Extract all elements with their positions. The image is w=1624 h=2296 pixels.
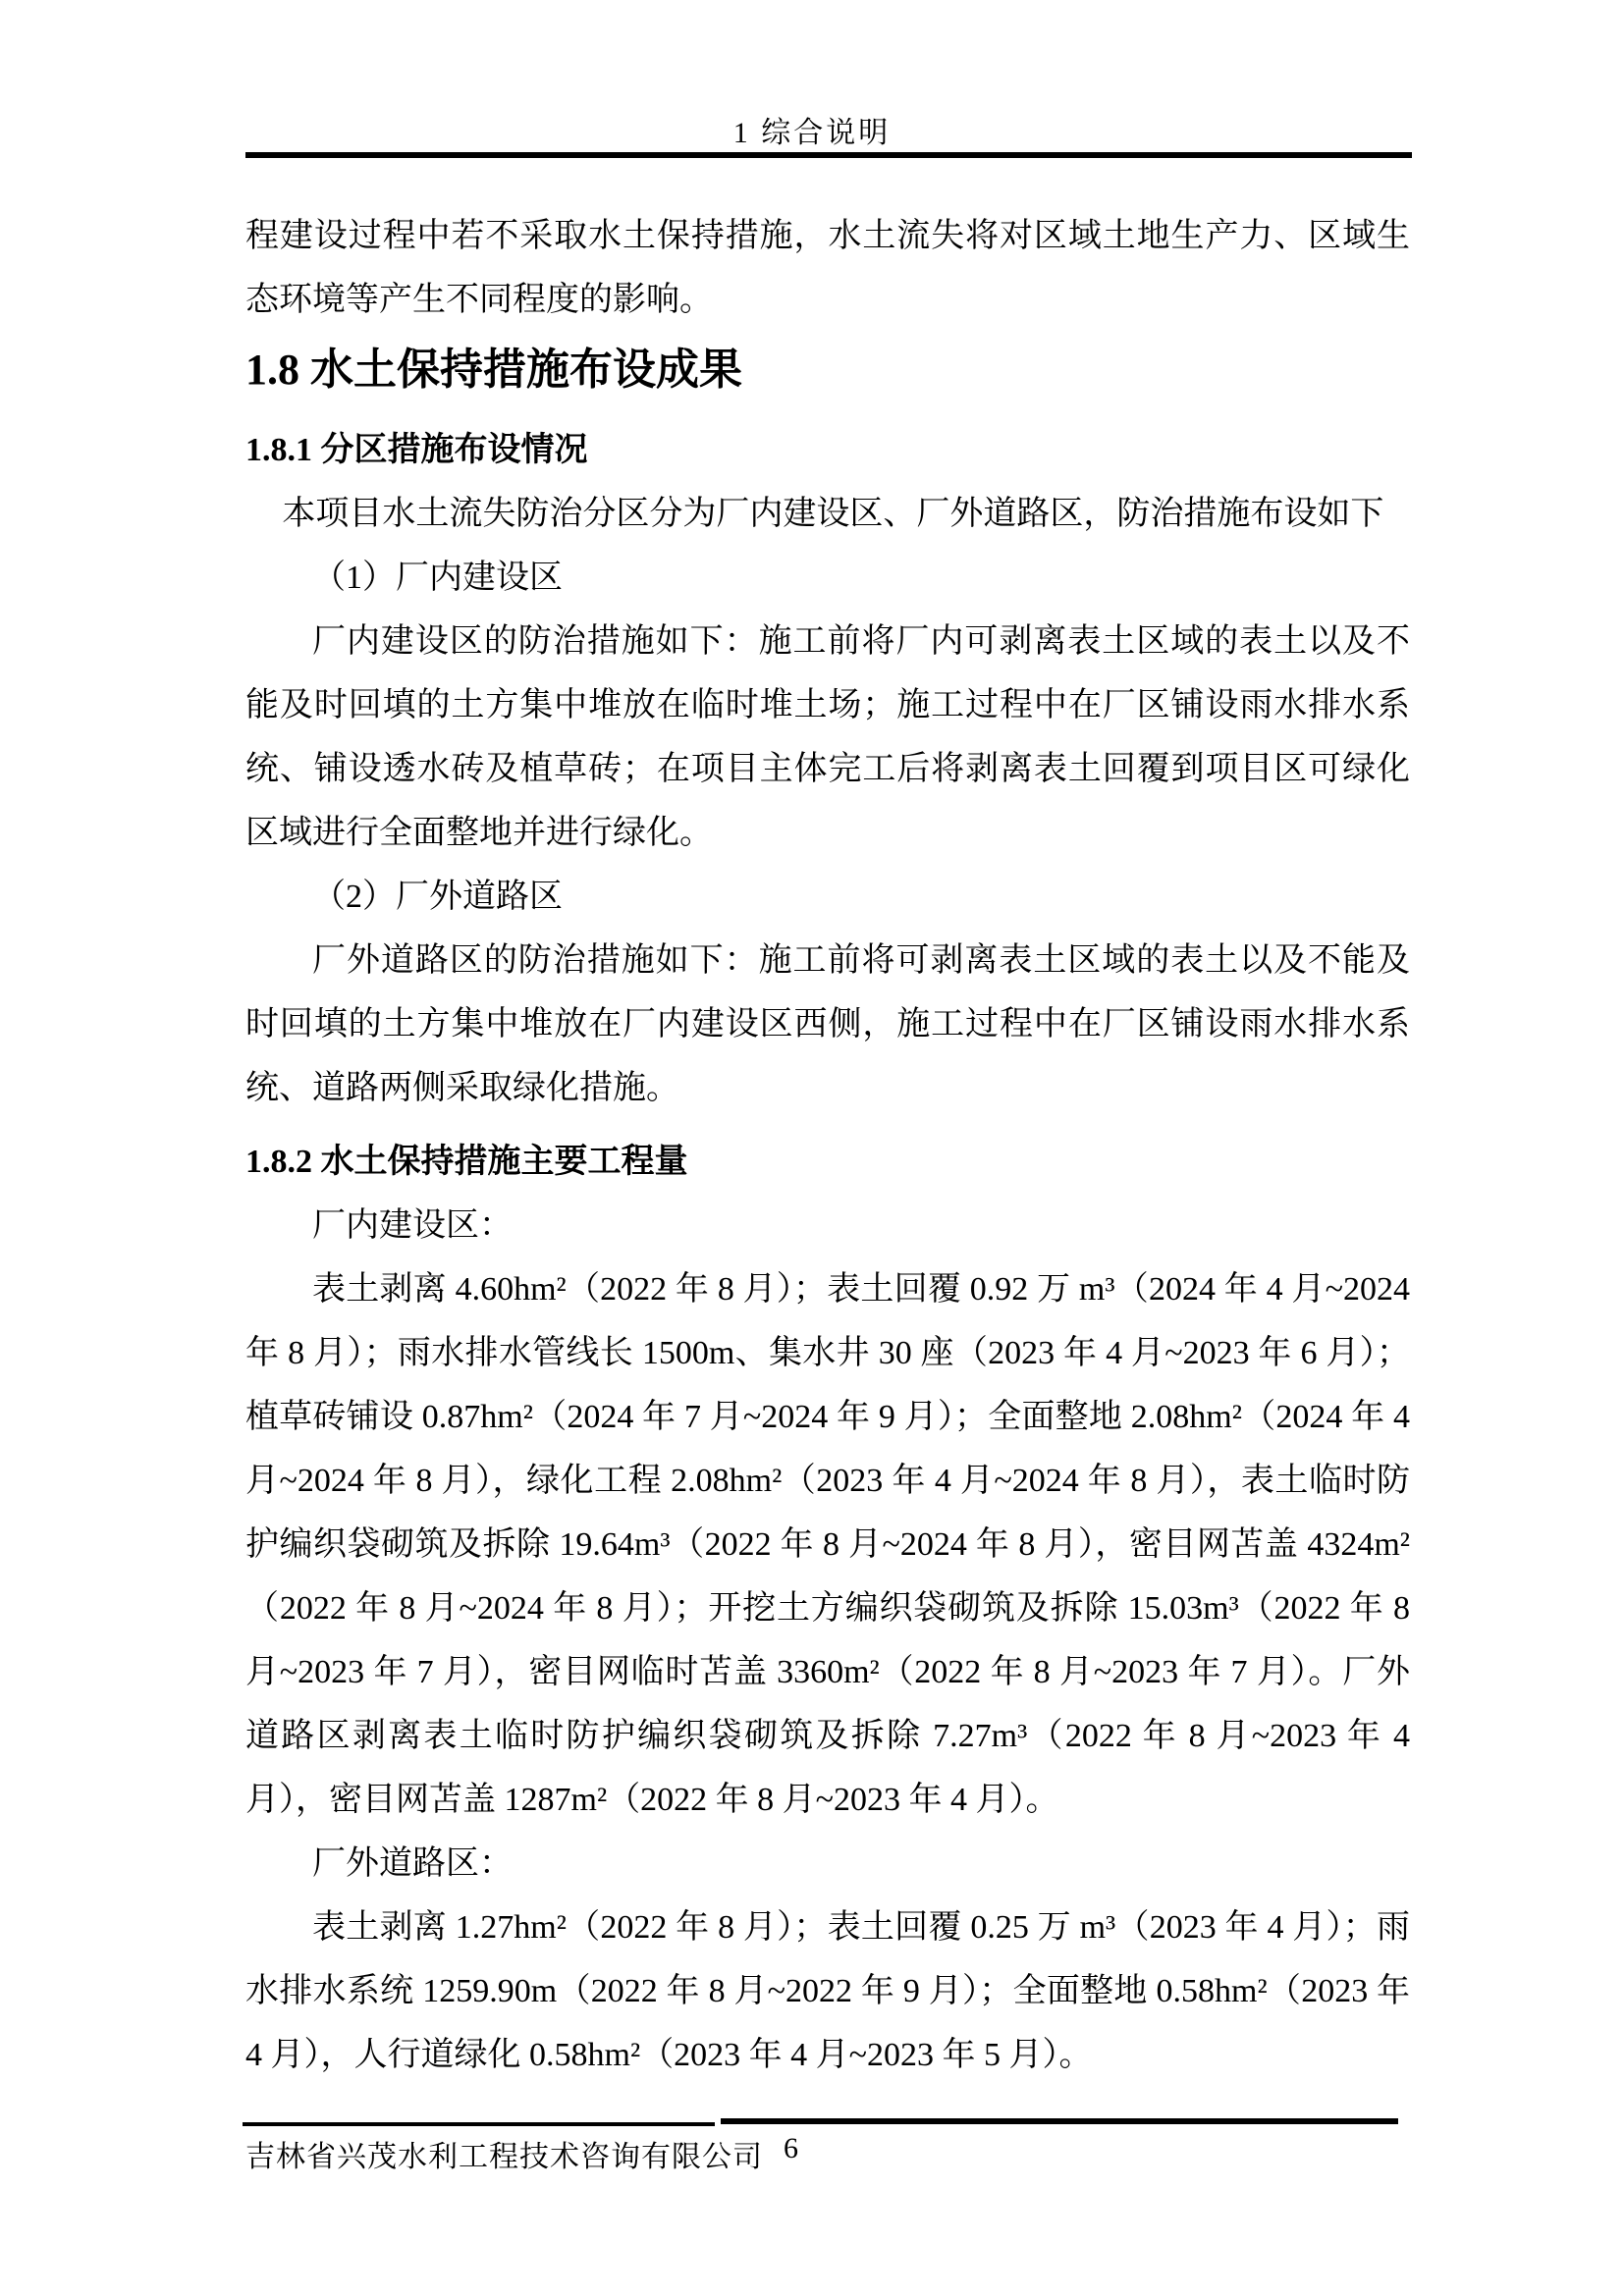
running-header-title: 1 综合说明 [732,117,892,149]
paragraph-road-area-quantities: 表土剥离 1.27hm²（2022 年 8 月）；表土回覆 0.25 万 m³（2023 年 4 月）；雨水排水系统 1259.90m（2022 年 8 月~2022 年 9 月）；全面整地 0.58hm²（2023 年 4 月），人行道绿化 0.58hm²（2023 年 4 月~2023 年 5 月）。 [245,1909,1410,2073]
subsection-heading-1-8-1: 1.8.1 分区措施布设情况 [245,432,588,468]
paragraph-item-2-label: （2）厂外道路区 [312,879,563,915]
paragraph-item-1-label: （1）厂内建设区 [312,560,563,596]
subsection-heading-1-8-2: 1.8.2 水土保持措施主要工程量 [245,1144,688,1180]
document-body [245,204,1410,2087]
paragraph-zoning-overview: 本项目水土流失防治分区分为厂内建设区、厂外道路区，防治措施布设如下 [282,496,1384,532]
footer-rule-right-segment [721,2118,1398,2124]
section-heading-1-8: 1.8 水土保持措施布设成果 [245,346,742,394]
footer-page-number: 6 [784,2132,798,2164]
paragraph-road-area-label: 厂外道路区： [312,1845,513,1882]
header-rule [245,152,1412,158]
footer-rule-left-segment [243,2122,715,2126]
paragraph-plant-area-label: 厂内建设区： [312,1207,513,1244]
paragraph-road-area-measures: 厂外道路区的防治措施如下：施工前将可剥离表土区域的表土以及不能及时回填的土方集中堆放在厂内建设区西侧，施工过程中在厂区铺设雨水排水系统、道路两侧采取绿化措施。 [245,942,1410,1106]
paragraph-plant-area-measures: 厂内建设区的防治措施如下：施工前将厂内可剥离表土区域的表土以及不能及时回填的土方集中堆放在临时堆土场；施工过程中在厂区铺设雨水排水系统、铺设透水砖及植草砖；在项目主体完工后将剥离表土回覆到项目区可绿化区域进行全面整地并进行绿化。 [245,623,1410,851]
paragraph-plant-area-quantities: 表土剥离 4.60hm²（2022 年 8 月）；表土回覆 0.92 万 m³（2024 年 4 月~2024 年 8 月）；雨水排水管线长 1500m、集水井 30 座（2023 年 4 月~2023 年 6 月）；植草砖铺设 0.87hm²（2024 年 7 月~2024 年 9 月）；全面整地 2.08hm²（2024 年 4 月~2024 年 8 月），绿化工程 2.08hm²（2023 年 4 月~2024 年 8 月），表土临时防护编织袋砌筑及拆除 19.64m³（2022 年 8 月~2024 年 8 月），密目网苫盖 4324m²（2022 年 8 月~2024 年 8 月）；开挖土方编织袋砌筑及拆除 15.03m³（2022 年 8 月~2023 年 7 月），密目网临时苫盖 3360m²（2022 年 8 月~2023 年 7 月）。厂外道路区剥离表土临时防护编织袋砌筑及拆除 7.27m³（2022 年 8 月~2023 年 4 月），密目网苫盖 1287m²（2022 年 8 月~2023 年 4 月）。 [245,1271,1410,1818]
paragraph-intro-continuation: 程建设过程中若不采取水土保持措施，水土流失将对区域土地生产力、区域生态环境等产生不同程度的影响。 [245,218,1410,318]
footer-company-name: 吉林省兴茂水利工程技术咨询有限公司 [245,2141,763,2173]
